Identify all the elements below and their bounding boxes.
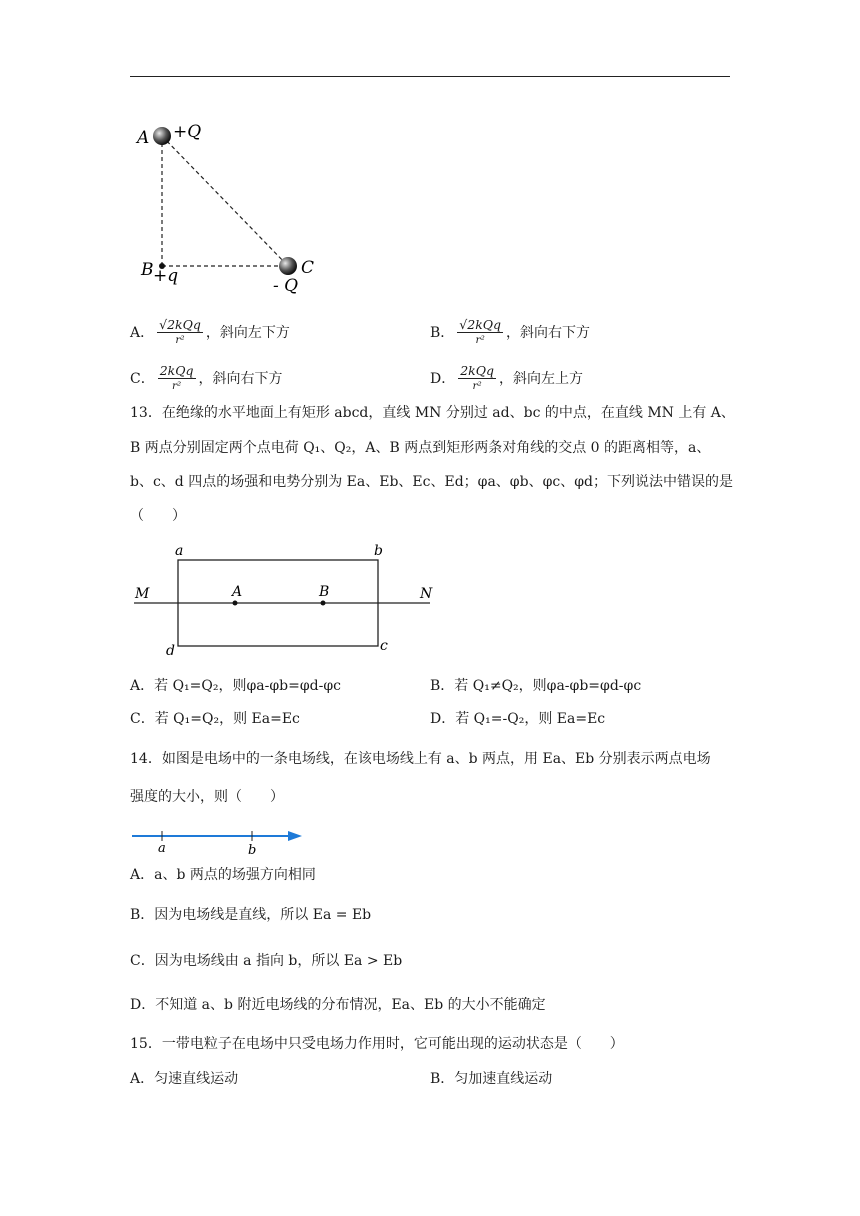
- option-letter: C．: [130, 711, 155, 727]
- option-text: 若 Q₁=-Q₂，则 Ea=Ec: [455, 711, 606, 727]
- q12-option-d: [430, 364, 583, 393]
- q14-option-c: [130, 950, 402, 972]
- charge-A-ball: [153, 127, 171, 145]
- option-text: ，斜向右下方: [198, 370, 283, 387]
- option-text: 若 Q₁=Q₂，则 Ea=Ec: [154, 711, 300, 727]
- numerator: 2kQq: [159, 363, 194, 378]
- charge-C-ball: [279, 257, 297, 275]
- fraction: [457, 318, 503, 347]
- option-letter: A．: [130, 867, 155, 883]
- point-B: [321, 601, 326, 606]
- label-minus-Q: - Q: [273, 276, 299, 296]
- label-b: b: [248, 843, 257, 854]
- option-letter: B．: [430, 1071, 455, 1087]
- q13-option-c: [130, 708, 300, 730]
- option-text: ，斜向左下方: [205, 324, 290, 341]
- option-text: 匀速直线运动: [154, 1071, 239, 1087]
- q13-stem-line-2: B 两点分别固定两个点电荷 Q₁、Q₂，A、B 两点到矩形两条对角线的交点 0 的距离相等，a、: [130, 440, 711, 456]
- q13-option-b: [430, 675, 641, 697]
- numerator: √2kQq: [159, 317, 201, 332]
- label-C: C: [301, 258, 315, 278]
- option-letter: C．: [130, 370, 155, 387]
- option-letter: A．: [130, 678, 155, 694]
- option-text: 因为电场线由 a 指向 b，所以 Ea > Eb: [154, 953, 403, 969]
- q13-option-a: [130, 675, 341, 697]
- option-letter: D．: [430, 370, 456, 387]
- option-letter: D．: [430, 711, 456, 727]
- q13-stem-line-1: 13．在绝缘的水平地面上有矩形 abcd，直线 MN 分别过 ad、bc 的中点，在直线 MN 上有 A、: [130, 405, 735, 421]
- q14-figure: [130, 824, 310, 854]
- option-text: 若 Q₁≠Q₂，则φa-φb=φd-φc: [454, 678, 642, 694]
- point-A: [233, 601, 238, 606]
- q14-option-d: [130, 994, 546, 1016]
- option-text: 因为电场线是直线，所以 Ea = Eb: [154, 907, 372, 923]
- label-B: B: [141, 260, 154, 280]
- label-d: d: [166, 643, 175, 659]
- q12-option-a: [130, 318, 290, 347]
- denominator: r²: [475, 334, 485, 346]
- option-letter: D．: [130, 997, 156, 1013]
- fraction: [158, 364, 196, 393]
- q14-option-b: [130, 904, 371, 926]
- label-A: A: [137, 128, 150, 148]
- label-b: b: [374, 543, 383, 559]
- option-letter: B．: [430, 324, 455, 341]
- header-rule: [130, 76, 730, 77]
- label-plus-Q: +Q: [173, 122, 202, 142]
- q12-option-c: [130, 364, 283, 393]
- label-A-point: A: [232, 584, 243, 600]
- fraction: [157, 318, 203, 347]
- numerator: 2kQq: [460, 363, 495, 378]
- numerator: √2kQq: [459, 317, 502, 332]
- q12-option-b: [430, 318, 590, 347]
- label-plus-q: +q: [153, 266, 179, 286]
- option-text: 匀加速直线运动: [454, 1071, 553, 1087]
- option-letter: B．: [430, 678, 455, 694]
- denominator: r²: [175, 334, 185, 346]
- q13-stem-line-3: b、c、d 四点的场强和电势分别为 Ea、Eb、Ec、Ed；φa、φb、φc、φd；下列说法中错误的是: [130, 474, 733, 490]
- label-a: a: [175, 543, 184, 559]
- option-text: ，斜向左上方: [499, 370, 584, 387]
- option-text: ，斜向右下方: [506, 324, 591, 341]
- q15-option-a: [130, 1068, 238, 1090]
- option-letter: A．: [130, 1071, 155, 1087]
- fraction: [458, 364, 496, 393]
- denominator: r²: [171, 380, 182, 392]
- option-letter: C．: [130, 953, 155, 969]
- q13-option-d: [430, 708, 605, 730]
- label-c: c: [380, 638, 388, 654]
- denominator: r²: [472, 380, 482, 392]
- q15-option-b: [430, 1068, 552, 1090]
- q12-figure: [135, 115, 335, 300]
- q14-stem-line-1: 14．如图是电场中的一条电场线，在该电场线上有 a、b 两点，用 Ea、Eb 分别表示两点电场: [130, 751, 711, 767]
- q14-option-a: [130, 864, 316, 886]
- label-B-point: B: [319, 584, 330, 600]
- option-letter: B．: [130, 907, 155, 923]
- arrow-head-icon: [288, 831, 302, 841]
- option-letter: A．: [130, 324, 155, 341]
- option-text: 不知道 a、b 附近电场线的分布情况，Ea、Eb 的大小不能确定: [155, 997, 546, 1013]
- dashed-line-AC: [162, 136, 288, 266]
- q13-figure: [130, 540, 440, 660]
- label-a: a: [158, 841, 166, 854]
- q13-stem-line-4: （ ）: [130, 508, 186, 524]
- label-M: M: [135, 586, 150, 602]
- option-text: a、b 两点的场强方向相同: [154, 867, 316, 883]
- q14-stem-line-2: 强度的大小，则（ ）: [130, 789, 284, 805]
- option-text: 若 Q₁=Q₂，则φa-φb=φd-φc: [154, 678, 341, 694]
- q15-stem-line-1: 15．一带电粒子在电场中只受电场力作用时，它可能出现的运动状态是（ ）: [130, 1036, 624, 1052]
- label-N: N: [420, 586, 433, 602]
